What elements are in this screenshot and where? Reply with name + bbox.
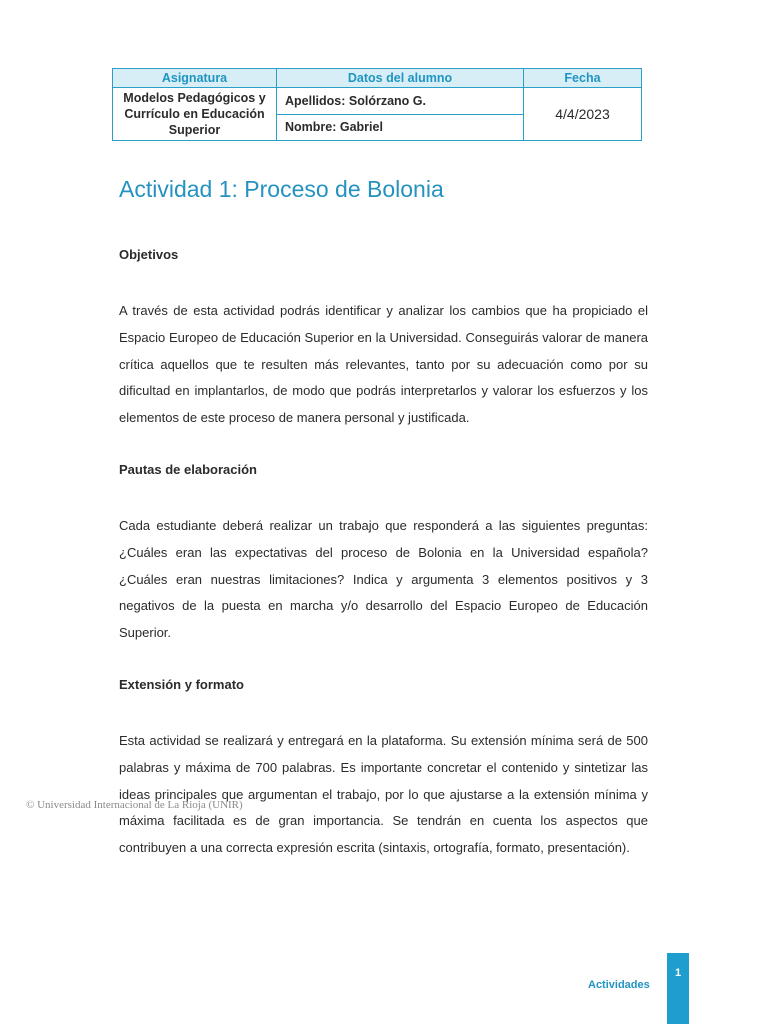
subject-column-header: Asignatura <box>113 69 277 88</box>
section-heading-format: Extensión y formato <box>119 676 244 692</box>
section-heading-guidelines: Pautas de elaboración <box>119 461 257 477</box>
section-heading-objectives: Objetivos <box>119 247 179 262</box>
header-row <box>113 69 642 88</box>
date-column-header: Fecha <box>524 69 642 88</box>
document-body <box>119 244 648 862</box>
name-cell: Nombre: Gabriel <box>277 114 524 141</box>
copyright-notice: © Universidad Internacional de La Rioja (UNIR) <box>26 799 243 811</box>
table-row <box>113 88 642 115</box>
surname-cell: Apellidos: Solórzano G. <box>277 88 524 115</box>
footer-section-label: Actividades <box>588 979 650 991</box>
page-number-tab <box>667 953 689 1024</box>
section-body-objectives: A través de esta actividad podrás identificar y analizar los cambios que ha propiciado el Espacio Europeo de Educación Superior en la Universidad. Conseguirás valorar de manera crítica aquellos que te resulten más relevantes, tanto por su adecuación como por su dificultad en implantarlos, de modo que podrás interpretarlos y valorar los esfuerzos y los elementos de este proceso de manera personal y justificada. <box>119 303 648 426</box>
section-body-format: Esta actividad se realizará y entregará en la plataforma. Su extensión mínima será de 500 palabras y máxima de 700 palabras. Es importante concretar el contenido y sintetizar las ideas principales que argumentan el trabajo, por lo que ajustarse a la extensión mínima y máxima facilitada es de gran importancia. Se tendrán en cuenta los aspectos que contribuyen a una correcta expresión escrita (sintaxis, ortografía, formato, presentación). <box>119 732 648 856</box>
header-table <box>112 68 642 141</box>
date-cell: 4/4/2023 <box>524 88 642 141</box>
page-number: 1 <box>674 967 682 979</box>
section-body-guidelines: Cada estudiante deberá realizar un trabajo que responderá a las siguientes preguntas: ¿Cuáles eran las expectativas del proceso de Bolonia en la Universidad española? ¿Cuáles eran nuestras limitaciones? Indica y argumenta 3 elementos positivos y 3 negativos de la puesta en marcha y/o desarrollo del Espacio Europeo de Educación Superior. <box>119 517 648 641</box>
student-column-header: Datos del alumno <box>277 69 524 88</box>
subject-cell: Modelos Pedagógicos y Currículo en Educación Superior <box>113 88 277 141</box>
document-title: Actividad 1: Proceso de Bolonia <box>119 176 444 202</box>
